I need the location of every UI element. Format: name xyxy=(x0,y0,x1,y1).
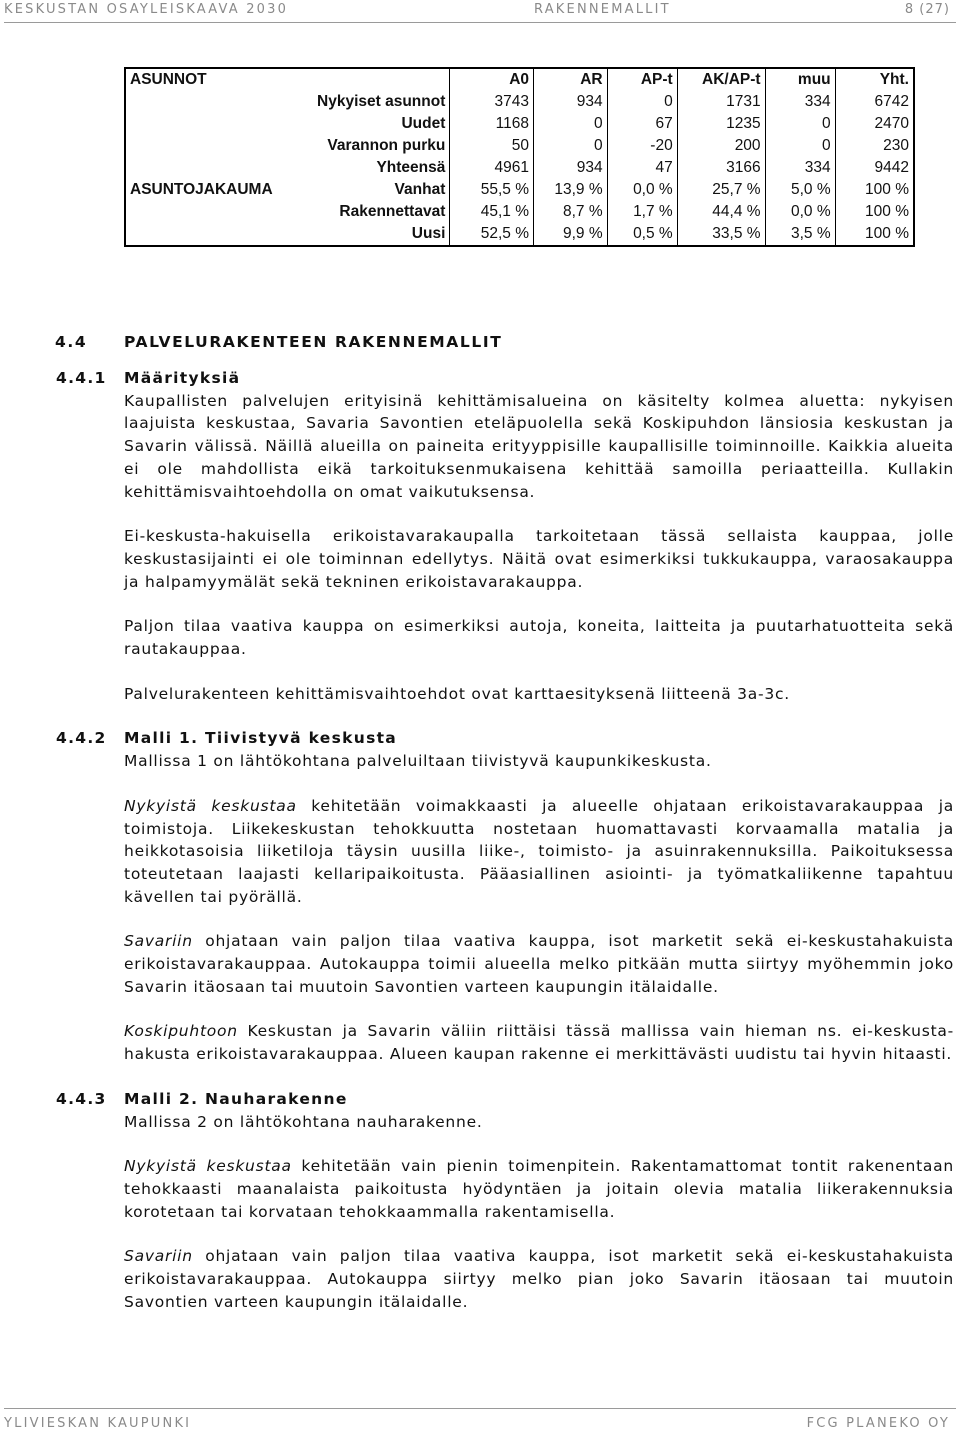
table-cell: -20 xyxy=(607,135,677,157)
table-cell: 0 xyxy=(607,91,677,113)
row-category xyxy=(125,135,277,157)
table-cell: 0,5 % xyxy=(607,223,677,246)
table-cell: 334 xyxy=(765,157,835,179)
table-row xyxy=(125,157,914,179)
table-cell: 100 % xyxy=(865,181,909,198)
subsection-number: 4.4.3 xyxy=(56,1089,107,1108)
table-cell: 5,0 % xyxy=(765,179,835,201)
table-cell: 1,7 % xyxy=(607,201,677,223)
header-empty xyxy=(277,68,450,91)
column-header: Yht. xyxy=(879,71,909,88)
row-category xyxy=(125,157,277,179)
paragraph: Kaupallisten palvelujen erityisinä kehittämisalueina on käsitelty kolmea aluetta: nykyisen laajuista keskustaa, Savaria Savontien eteläpuolella sekä Koskipuhdon länsiosia keskustan ja Savarin välissä. Näillä alueilla on paineita erityyppisille kaupallisille toiminnoille. Kaikkia alueita ei ole mahdollista eikä tarkoituksenmukaisena kehittää samoilla periaatteilla. Kullakin kehittämisvaihtoehdolla on omat vaikutuksensa. xyxy=(124,391,954,501)
table-cell: 8,7 % xyxy=(534,201,608,223)
subsection-title: Määrityksiä xyxy=(124,369,241,387)
table-cell: 334 xyxy=(765,91,835,113)
emphasis: Savariin xyxy=(124,1247,193,1266)
table-cell: 47 xyxy=(607,157,677,179)
table-cell: 9442 xyxy=(874,159,909,176)
table-cell: 0 xyxy=(534,113,608,135)
table-cell: 52,5 % xyxy=(450,223,534,246)
table-row xyxy=(125,223,914,246)
column-header: A0 xyxy=(450,68,534,91)
column-header: muu xyxy=(765,68,835,91)
row-label: Rakennettavat xyxy=(277,201,450,223)
body-text xyxy=(56,367,955,1314)
row-category xyxy=(125,91,277,113)
paragraph: Mallissa 1 on lähtökohtana palveluiltaan tiivistyvä kaupunkikeskusta. xyxy=(124,752,712,771)
paragraph-text: ohjataan vain paljon tilaa vaativa kauppa, isot marketit sekä ei-keskustahakuista erikoistavarakauppaa. Autokauppa toimii alueella melko pitkään mutta siirtyy myöhemmin joko Savarin itäosaan tai muutoin Savontien varteen kaupungin itälaidalle. xyxy=(124,932,954,996)
emphasis: Savariin xyxy=(124,932,193,951)
subsection-number: 4.4.2 xyxy=(56,729,107,748)
column-header: AR xyxy=(534,68,608,91)
table-cell: 100 % xyxy=(865,225,909,242)
paragraph-text: kehitetään voimakkaasti ja alueelle ohjataan erikoistavarakauppaa ja toimistoja. Liikekeskustan tehokkuutta nostetaan huomattavasti korvaamalla matalia ja heikkotasoisia liiketiloja täysin uusilla liike-, toimisto- ja asuinrakennuksilla. Paikoituksessa toteutetaan laajasti kellaripaikoitusta. Pääasiallinen asiointi- ja työmatkaliikenne tapahtuu kävellen tai pyörällä. xyxy=(124,796,955,906)
table-cell: 0 xyxy=(765,113,835,135)
section-heading xyxy=(55,333,503,351)
subsection-title: Malli 2. Nauharakenne xyxy=(124,1089,348,1108)
row-category xyxy=(125,113,277,135)
footer-consultant: FCG PLANEKO OY xyxy=(806,1416,950,1431)
table-cell: 45,1 % xyxy=(450,201,534,223)
subsection-heading-442 xyxy=(56,727,954,750)
housing-table xyxy=(124,67,915,247)
section-number: 4.4 xyxy=(55,333,88,351)
row-label: Nykyiset asunnot xyxy=(277,91,450,113)
table-header-row xyxy=(125,68,914,91)
subsection-title: Malli 1. Tiivistyvä keskusta xyxy=(124,729,398,748)
row-category: ASUNTOJAKAUMA xyxy=(130,181,273,198)
paragraph: Paljon tilaa vaativa kauppa on esimerkiksi autoja, koneita, laitteita ja puutarhatuotteita sekä rautakauppaa. xyxy=(124,617,954,659)
header-page-number: 8 (27) xyxy=(904,2,950,17)
paragraph-text: ohjataan vain paljon tilaa vaativa kauppa, isot marketit sekä ei-keskustahakuista erikoistavarakauppaa. Autokauppa siirtyy melko pian joko Savarin itäosaan tai muutoin Savontien varteen kaupungin itälaidalle. xyxy=(124,1247,954,1311)
table-cell: 0 xyxy=(765,135,835,157)
table-row xyxy=(125,135,914,157)
table-cell: 55,5 % xyxy=(450,179,534,201)
row-category xyxy=(125,201,277,223)
paragraph: Palvelurakenteen kehittämisvaihtoehdot ovat karttaesityksenä liitteenä 3a-3c. xyxy=(124,684,790,703)
table-title: ASUNNOT xyxy=(130,71,207,88)
row-label: Vanhat xyxy=(277,179,450,201)
paragraph xyxy=(124,1245,954,1313)
table-cell: 2470 xyxy=(874,115,909,132)
table-cell: 3,5 % xyxy=(765,223,835,246)
table-cell: 13,9 % xyxy=(534,179,608,201)
paragraph-text: kehitetään vain pienin toimenpitein. Rakentamattomat tontit rakenentaan tehokkaasti maanalaista paikoitusta hyödyntäen ja joitain olevia matalia liikerakennuksia korotetaan tai korvataan tehokkaammalla rakentamisella. xyxy=(124,1157,954,1221)
footer-organization: YLIVIESKAN KAUPUNKI xyxy=(4,1416,192,1431)
table-row xyxy=(125,201,914,223)
paragraph xyxy=(124,1020,954,1065)
subsection-heading-443 xyxy=(56,1088,954,1111)
table-cell: 25,7 % xyxy=(677,179,765,201)
table-cell: 1235 xyxy=(677,113,765,135)
table-cell: 6742 xyxy=(874,93,909,110)
emphasis: Nykyistä keskustaa xyxy=(124,796,297,815)
emphasis: Nykyistä keskustaa xyxy=(124,1157,292,1176)
header-section-title: RAKENNEMALLIT xyxy=(534,2,671,17)
table-cell: 934 xyxy=(534,91,608,113)
paragraph xyxy=(124,1155,954,1223)
table-cell: 200 xyxy=(677,135,765,157)
emphasis: Koskipuhtoon xyxy=(124,1022,238,1041)
column-header: AP-t xyxy=(607,68,677,91)
table-cell: 3166 xyxy=(677,157,765,179)
table-cell: 0,0 % xyxy=(607,179,677,201)
table-cell: 0 xyxy=(534,135,608,157)
table-cell: 230 xyxy=(883,137,909,154)
subsection-number: 4.4.1 xyxy=(56,369,107,387)
page-footer xyxy=(4,1408,956,1435)
table-cell: 44,4 % xyxy=(677,201,765,223)
table-cell: 1731 xyxy=(677,91,765,113)
table-cell: 3743 xyxy=(450,91,534,113)
header-document-title: KESKUSTAN OSAYLEISKAAVA 2030 xyxy=(4,2,289,17)
page-header xyxy=(4,0,956,23)
subsection-heading-441 xyxy=(56,367,954,390)
row-label: Yhteensä xyxy=(277,157,450,179)
table-cell: 33,5 % xyxy=(677,223,765,246)
table-cell: 67 xyxy=(607,113,677,135)
table-row xyxy=(125,179,914,201)
row-label: Uusi xyxy=(277,223,450,246)
row-label: Uudet xyxy=(277,113,450,135)
paragraph-text: Keskustan ja Savarin väliin riittäisi tässä mallissa vain hieman ns. ei-keskusta-hakusta erikoistavarakauppaa. Alueen kaupan rakenne ei merkittävästi uudistu tai hyvin hitaasti. xyxy=(124,1022,954,1064)
table-cell: 1168 xyxy=(450,113,534,135)
row-category xyxy=(125,223,277,246)
row-label: Varannon purku xyxy=(277,135,450,157)
table-cell: 934 xyxy=(534,157,608,179)
paragraph: Ei-keskusta-hakuisella erikoistavarakaupalla tarkoitetaan tässä sellaista kauppaa, jolle keskustasijainti ei ole toiminnan edellytys. Näitä ovat esimerkiksi tukkukauppa, varaosakauppa ja halpamyymälät sekä tekninen erikoistavarakauppa. xyxy=(124,527,954,591)
table-cell: 4961 xyxy=(450,157,534,179)
table-cell: 100 % xyxy=(865,203,909,220)
table-row xyxy=(125,91,914,113)
section-title: PALVELURAKENTEEN RAKENNEMALLIT xyxy=(124,333,503,351)
paragraph: Mallissa 2 on lähtökohtana nauharakenne. xyxy=(124,1112,483,1131)
table-cell: 0,0 % xyxy=(765,201,835,223)
paragraph xyxy=(124,930,954,998)
paragraph xyxy=(124,795,954,909)
table-cell: 9,9 % xyxy=(534,223,608,246)
table-row xyxy=(125,113,914,135)
table-cell: 50 xyxy=(450,135,534,157)
column-header: AK/AP-t xyxy=(677,68,765,91)
